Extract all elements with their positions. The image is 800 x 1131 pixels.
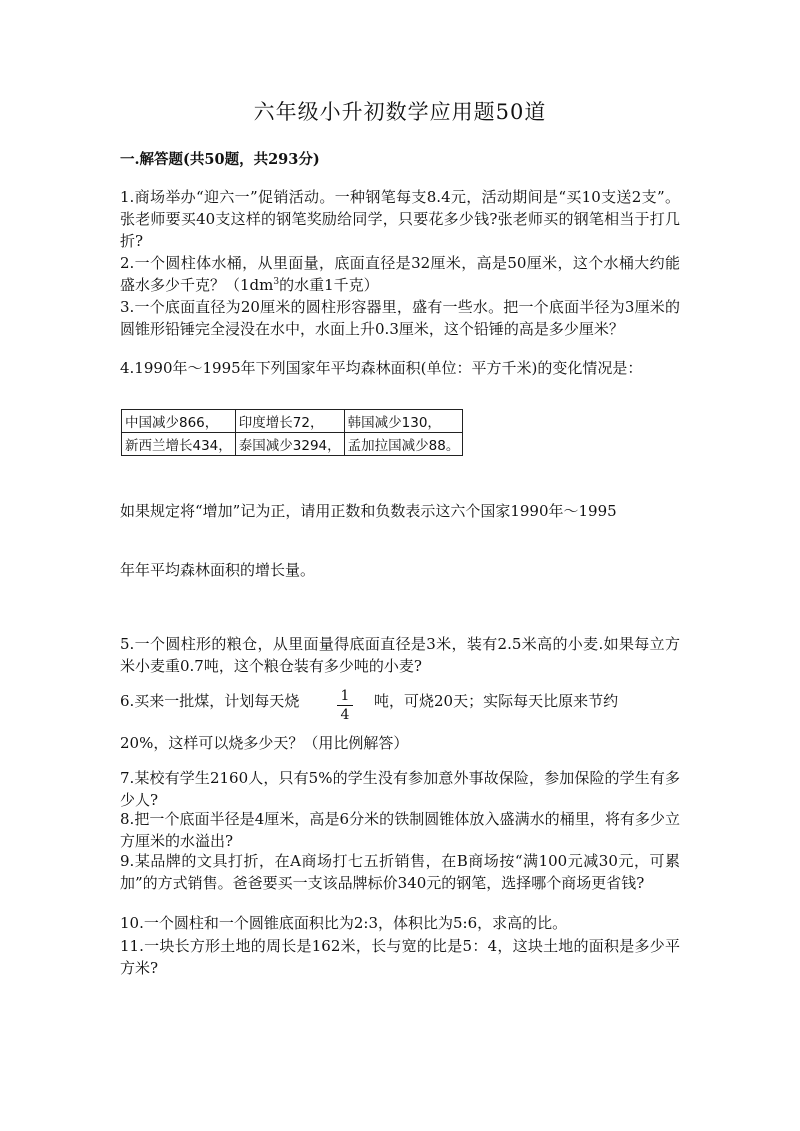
question-4-follow-line-2: 年年平均森林面积的增长量。	[120, 561, 316, 579]
question-1: 1.商场举办“迎六一”促销活动。一种钢笔每支8.4元，活动期间是“买10支送2支”。张老师要买40支这样的钢笔奖励给同学，只要花多少钱?张老师买的钢笔相当于打几折?	[120, 188, 680, 250]
question-2	[120, 252, 680, 296]
question-8: 8.把一个底面半径是4厘米，高是6分米的铁制圆锥体放入盛满水的桶里，将有多少立方厘米的水溢出?	[120, 810, 680, 850]
question-6-line-1: 6.买来一批煤，计划每天烧	[120, 692, 300, 710]
cube-superscript: 3	[273, 277, 280, 287]
question-7: 7.某校有学生2160人，只有5%的学生没有参加意外事故保险，参加保险的学生有多少人?	[120, 769, 680, 809]
table-cell: 中国减少866，	[122, 410, 236, 433]
fraction-denominator: 4	[340, 707, 350, 723]
table-cell: 韩国减少130，	[344, 410, 463, 433]
question-11: 11.一块长方形土地的周长是162米，长与宽的比是5：4，这块土地的面积是多少平方米?	[120, 937, 680, 977]
question-2-text: 2.一个圆柱体水桶，从里面量，底面直径是32厘米，高是50厘米，这个水桶大约能盛水多少千克？（1dm	[120, 254, 680, 294]
question-2-text-end: 的水重1千克）	[279, 276, 379, 294]
question-3: 3.一个底面直径为20厘米的圆柱形容器里，盛有一些水。把一个底面半径为3厘米的圆锥形铅锤完全浸没在水中，水面上升0.3厘米，这个铅锤的高是多少厘米？	[120, 298, 680, 338]
table-cell: 新西兰增长434，	[122, 433, 236, 456]
fraction-one-quarter	[337, 688, 353, 723]
question-4-follow-line-1: 如果规定将“增加”记为正，请用正数和负数表示这六个国家1990年～1995	[120, 502, 617, 520]
table-cell: 孟加拉国减少88。	[344, 433, 463, 456]
fraction-numerator: 1	[340, 688, 350, 704]
question-9: 9.某品牌的文具打折，在A商场打七五折销售，在B商场按“满100元减30元，可累加”的方式销售。爸爸要买一支该品牌标价340元的钢笔，选择哪个商场更省钱?	[120, 852, 680, 892]
question-10: 10.一个圆柱和一个圆锥底面积比为2:3，体积比为5:6，求高的比。	[120, 914, 568, 932]
question-6-line-2: 20%，这样可以烧多少天？（用比例解答）	[120, 734, 409, 752]
question-6-line-1-end: 吨，可烧20天；实际每天比原来节约	[374, 692, 619, 710]
table-row	[122, 433, 463, 456]
forest-area-table	[121, 409, 463, 456]
table-cell: 印度增长72，	[235, 410, 344, 433]
fraction-bar	[337, 705, 353, 706]
table-cell: 泰国减少3294，	[235, 433, 344, 456]
question-5: 5.一个圆柱形的粮仓，从里面量得底面直径是3米，装有2.5米高的小麦.如果每立方米小麦重0.7吨，这个粮仓装有多少吨的小麦?	[120, 635, 680, 675]
question-4: 4.1990年～1995年下列国家年平均森林面积(单位：平方千米)的变化情况是：	[120, 359, 643, 377]
section-header: 一.解答题(共50题，共293分)	[120, 151, 320, 168]
page-title: 六年级小升初数学应用题50道	[253, 100, 547, 124]
table-row	[122, 410, 463, 433]
